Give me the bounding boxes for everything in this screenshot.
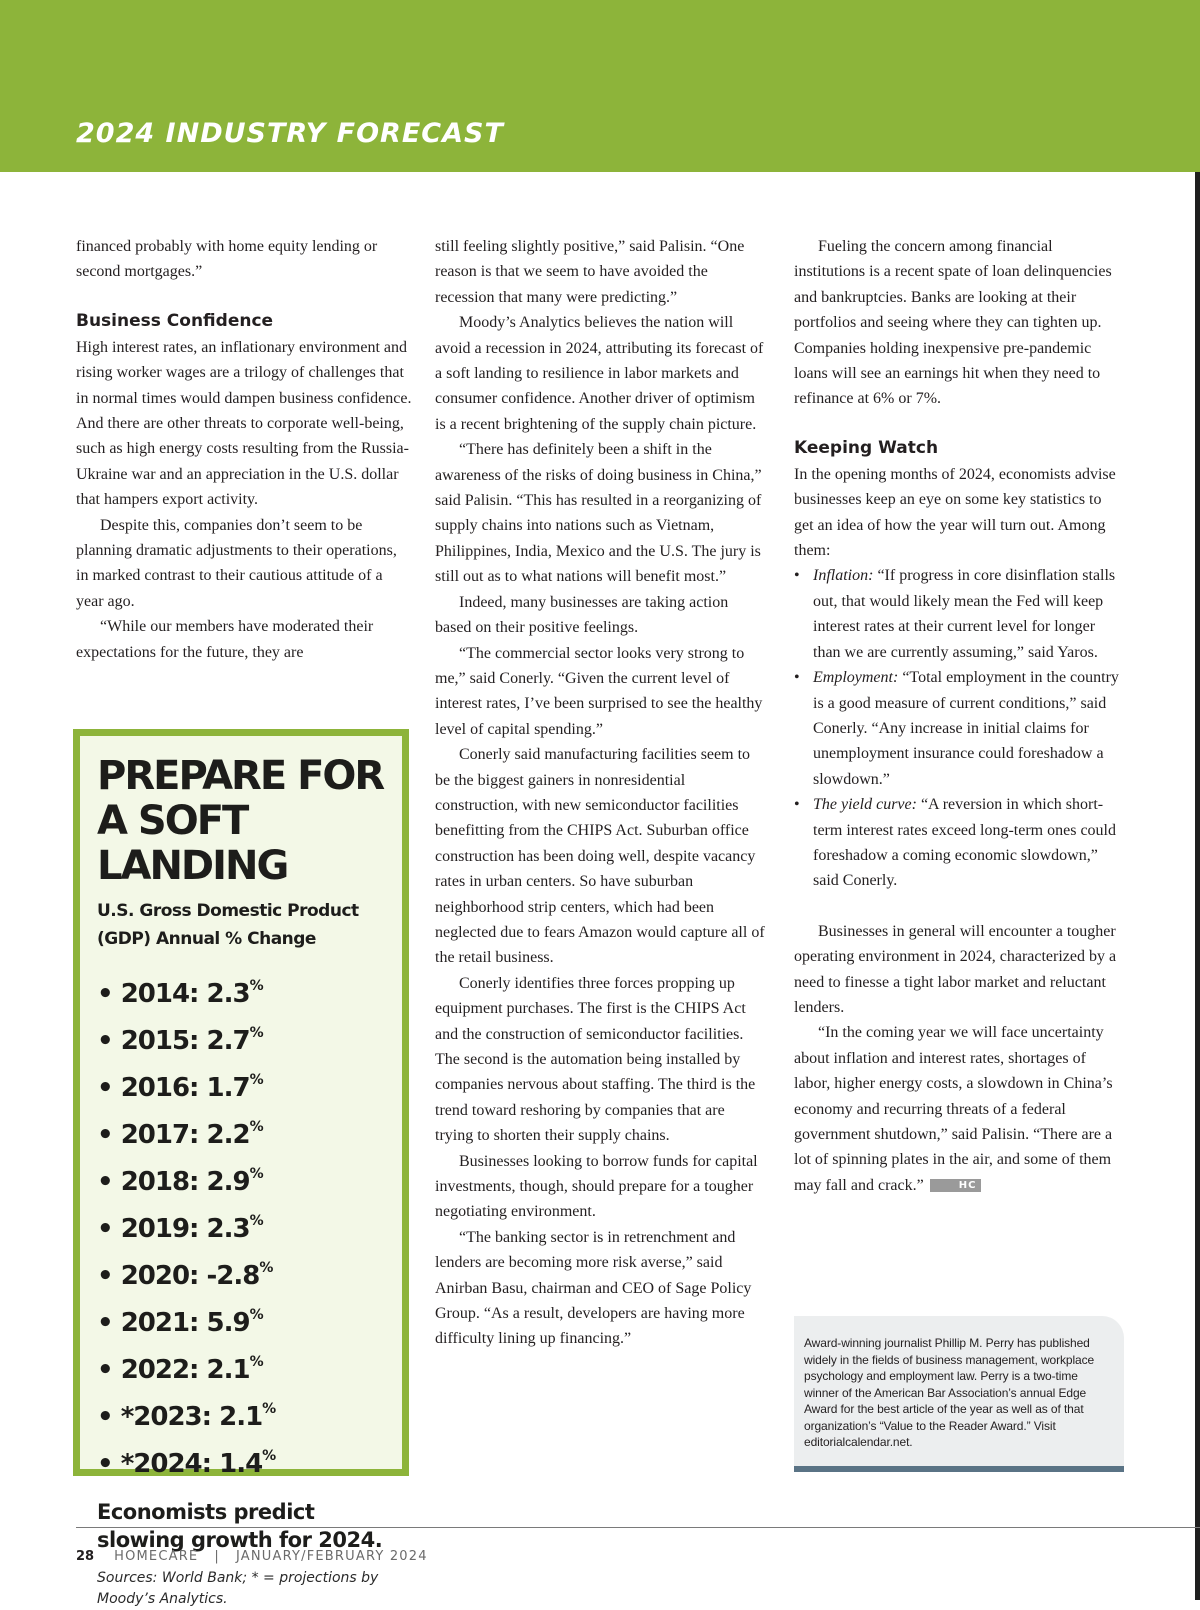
list-term: The yield curve: bbox=[813, 796, 917, 814]
page-number: 28 bbox=[76, 1549, 95, 1564]
bullet-icon: • bbox=[794, 796, 800, 814]
gdp-item: • 2021: 5.9% bbox=[97, 1307, 264, 1338]
gdp-item: • 2017: 2.2% bbox=[97, 1119, 264, 1150]
bullet-icon: • bbox=[794, 567, 800, 585]
footer-separator: | bbox=[214, 1549, 220, 1564]
subhead-keeping-watch: Keeping Watch bbox=[794, 437, 939, 458]
gdp-item: • 2018: 2.9% bbox=[97, 1166, 264, 1197]
paragraph: In the opening months of 2024, economists advise businesses keep an eye on some key statistics to get an idea of how the year will turn out. Among them: bbox=[794, 465, 1116, 560]
gdp-item: • 2015: 2.7% bbox=[97, 1025, 264, 1056]
list-term: Inflation: bbox=[813, 567, 874, 585]
publication-name: HOMECARE bbox=[114, 1549, 199, 1564]
gdp-item: • *2023: 2.1% bbox=[97, 1401, 277, 1432]
page-edge-bar bbox=[1195, 172, 1200, 1600]
paragraph: financed probably with home equity lending or second mortgages.” bbox=[76, 238, 378, 281]
gdp-item: • 2014: 2.3% bbox=[97, 978, 264, 1009]
header-banner bbox=[0, 0, 1200, 172]
sidebar-source: Sources: World Bank; * = projections by Moody’s Analytics. bbox=[97, 1570, 379, 1607]
footer-rule bbox=[76, 1527, 1200, 1528]
paragraph: “The banking sector is in retrenchment and lenders are becoming more risk averse,” said Anirban Basu, chairman and CEO of Sage Policy Group. “As a result, developers are having more difficulty lining up financing.” bbox=[435, 1228, 752, 1348]
gdp-item: • 2016: 1.7% bbox=[97, 1072, 264, 1103]
gdp-item: • 2022: 2.1% bbox=[97, 1354, 264, 1385]
paragraph: Businesses looking to borrow funds for capital investments, though, should prepare for a tougher negotiating environment. bbox=[435, 1152, 758, 1221]
homecare-end-mark-icon: HC bbox=[930, 1179, 982, 1192]
paragraph: “The commercial sector looks very strong to me,” said Conerly. “Given the current level of interest rates, I’ve been surprised to see the healthy level of capital spending.” bbox=[435, 644, 763, 738]
list-item bbox=[794, 563, 1124, 665]
paragraph: Conerly said manufacturing facilities seem to be the biggest gainers in nonresidential construction, with new semiconductor facilities benefitting from the CHIPS Act. Suburban office construction has been doing well, despite vacancy rates in urban centers. So have suburban neighborhood strip centers, which had been neglected due to fears Amazon would capture all of the retail business. bbox=[435, 746, 765, 967]
list-item bbox=[794, 665, 1124, 792]
list-text: “Total employment in the country is a good measure of current conditions,” said Conerly. “Any increase in initial claims for unemployment insurance could foreshadow a slowdown.” bbox=[813, 669, 1119, 788]
paragraph: “There has definitely been a shift in the awareness of the risks of doing business in China,” said Palisin. “This has resulted in a reorganizing of supply chains into nations such as Vietnam, Philippines, India, Mexico and the U.S. The jury is still out as to what nations will benefit most.” bbox=[435, 441, 762, 586]
paragraph: Despite this, companies don’t seem to be planning dramatic adjustments to their operations, in marked contrast to their cautious attitude of a year ago. bbox=[76, 516, 397, 610]
sidebar-title: PREPARE FOR A SOFT LANDING bbox=[97, 753, 384, 889]
paragraph: “While our members have moderated their expectations for the future, they are bbox=[76, 618, 374, 661]
paragraph: Conerly identifies three forces propping up equipment purchases. The first is the CHIPS Act and the construction of semiconductor facilities. The second is the automation being installed by companies nervous about staffing. The third is the trend toward reshoring by companies that are trying to shorten their supply chains. bbox=[435, 974, 756, 1145]
sidebar-subtitle: U.S. Gross Domestic Product (GDP) Annual % Change bbox=[97, 901, 359, 949]
section-title: 2024 INDUSTRY FORECAST bbox=[76, 118, 504, 149]
page-footer bbox=[76, 1549, 428, 1564]
spacer bbox=[794, 894, 1124, 919]
author-bio-box bbox=[794, 1316, 1124, 1472]
subhead-business-confidence: Business Confidence bbox=[76, 310, 274, 331]
issue-date: JANUARY/FEBRUARY 2024 bbox=[235, 1549, 428, 1564]
paragraph: still feeling slightly positive,” said Palisin. “One reason is that we seem to have avoided the recession that many were predicting.” bbox=[435, 238, 745, 306]
paragraph: Fueling the concern among financial institutions is a recent spate of loan delinquencies and bankruptcies. Banks are looking at their portfolios and seeing where they can tighten up. Companies holding inexpensive pre-pandemic loans will see an earnings hit when they need to refinance at 6% or 7%. bbox=[794, 238, 1112, 408]
paragraph: High interest rates, an inflationary environment and rising worker wages are a trilogy of challenges that in normal times would dampen business confidence. And there are other threats to corporate well-being, such as high energy costs resulting from the Russia-Ukraine war and an appreciation in the U.S. dollar that hampers export activity. bbox=[76, 338, 412, 509]
author-bio-text: Award-winning journalist Phillip M. Perry has published widely in the fields of business management, workplace psychology and employment law. Perry is a two-time winner of the American Bar Association’s annual Edge Award for the best article of the year as well as of that organization’s “Value to the Reader Award.” Visit editorialcalendar.net. bbox=[804, 1336, 1095, 1449]
bullet-icon: • bbox=[794, 669, 800, 687]
article-column-3 bbox=[794, 234, 1124, 1198]
paragraph: Indeed, many businesses are taking action based on their positive feelings. bbox=[435, 593, 729, 637]
list-text: “If progress in core disinflation stalls out, that would likely mean the Fed will keep interest rates at their current level for longer than we are currently assuming,” said Yaros. bbox=[813, 567, 1116, 661]
list-item bbox=[794, 792, 1124, 894]
paragraph: Businesses in general will encounter a tougher operating environment in 2024, characterized by a need to finesse a tight labor market and reluctant lenders. bbox=[794, 922, 1117, 1016]
gdp-item: • 2020: -2.8% bbox=[97, 1260, 274, 1291]
paragraph: Moody’s Analytics believes the nation will avoid a recession in 2024, attributing its forecast of a soft landing to resilience in labor markets and consumer confidence. Another driver of optimism is a recent brightening of the supply chain picture. bbox=[435, 314, 764, 433]
list-term: Employment: bbox=[813, 669, 899, 687]
statistics-list bbox=[794, 563, 1124, 893]
gdp-list bbox=[97, 967, 388, 1484]
list-text: “A reversion in which short-term interest rates exceed long-term ones could foreshadow a coming economic slowdown,” said Conerly. bbox=[813, 796, 1116, 890]
sidebar-note: Economists predict slowing growth for 2024. bbox=[97, 1500, 383, 1552]
gdp-item: • 2019: 2.3% bbox=[97, 1213, 264, 1244]
article-column-1 bbox=[76, 234, 412, 665]
paragraph: “In the coming year we will face uncertainty about inflation and interest rates, shortages of labor, higher energy costs, a slowdown in China’s economy and recurring threats of a federal government shutdown,” said Palisin. “There are a lot of spinning plates in the air, and some of them may fall and crack.” HC bbox=[794, 1024, 1113, 1194]
gdp-item: • *2024: 1.4% bbox=[97, 1448, 277, 1479]
article-column-2 bbox=[435, 234, 765, 1352]
